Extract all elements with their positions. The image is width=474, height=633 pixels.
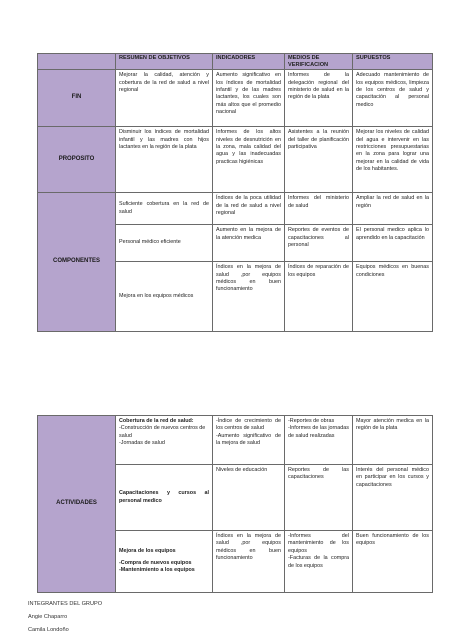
header-indicadores: INDICADORES (213, 54, 285, 70)
comp2-resumen: Personal médico eficiente (116, 225, 213, 262)
fin-medios: Informes de la delegación regional del ministerio de salud en la región de la plata (285, 70, 353, 127)
proposito-supuestos: Mejorar los niveles de calidad del agua e intervenir en las restricciones presupuestarias en la zona para lograr una mejorar en la calidad de vida de los habitantes. (353, 127, 433, 193)
comp2-supuestos: El personal medico aplica lo aprendido en la capacitación (353, 225, 433, 262)
act2-supuestos: Interés del personal médico en participar en los cursos y capacitaciones (353, 465, 433, 531)
act2-medios: Reportes de las capacitaciones (285, 465, 353, 531)
act3-medios (285, 531, 353, 593)
act1-resumen-line: -Jornadas de salud (119, 440, 165, 447)
comp3-indicadores: Índices en la mejora de salud ,por equipos médicos en buen funcionamiento (213, 262, 285, 332)
label-proposito: PROPOSITO (38, 127, 116, 193)
comp1-supuestos: Ampliar la red de salud en la región (353, 193, 433, 225)
label-fin: FIN (38, 70, 116, 127)
fin-indicadores: Aumento significativo en los índices de mortalidad infantil y de las madres lactantes, los cuales son más altos que el promedio nacional (213, 70, 285, 127)
footer-member: Camila Londoño (28, 627, 69, 633)
act3-medio-line: -Facturas de la compra de los equipos (288, 555, 349, 569)
act1-indicadores (213, 416, 285, 465)
header-resumen: RESUMEN DE OBJETIVOS (116, 54, 213, 70)
fin-supuestos: Adecuado mantenimiento de los equipos médicos, limpieza de los centros de salud y capacitación al personal medico (353, 70, 433, 127)
act2-resumen: Capacitaciones y cursos al personal medico (116, 465, 213, 531)
act1-resumen-line: -Construcción de nuevos centros de salud (119, 425, 206, 439)
act2-indicadores: Niveles de educación (213, 465, 285, 531)
act3-resumen-line: -Mantenimiento a los equipos (119, 567, 195, 574)
footer-title: INTEGRANTES DEL GRUPO (28, 601, 103, 607)
comp1-indicadores: Índices de la poca utilidad de la red de salud a nivel regional (213, 193, 285, 225)
matrix-table-top (37, 53, 433, 332)
act1-medio-line: -Reportes de obras (288, 418, 335, 424)
comp3-resumen: Mejora en los equipos médicos (116, 262, 213, 332)
comp2-medios: Reportes de eventos de capacitaciones al personal (285, 225, 353, 262)
row-proposito (38, 127, 433, 193)
header-medios: MEDIOS DE VERIFICACION (285, 54, 353, 70)
comp3-medios: Índices de reparación de los equipos (285, 262, 353, 332)
act3-supuestos: Buen funcionamiento de los equipos (353, 531, 433, 593)
comp1-resumen: Suficiente cobertura en la red de salud (116, 193, 213, 225)
row-fin (38, 70, 433, 127)
act1-medio-line: -Informes de las jornadas de salud realizadas (288, 425, 349, 439)
header-supuestos: SUPUESTOS (353, 54, 433, 70)
act1-medios (285, 416, 353, 465)
act3-resumen (116, 531, 213, 593)
act3-indicadores: Índices en la mejora de salud ,por equipos médicos en buen funcionamiento (213, 531, 285, 593)
fin-resumen: Mejorar la calidad, atención y cobertura de la red de salud a nivel regional (116, 70, 213, 127)
row-actividades-1 (38, 416, 433, 465)
act1-indicador-line: -Aumento significativo de la mejora de salud (216, 432, 281, 447)
footer-member: Angie Chaparro (28, 614, 68, 620)
header-corner-cell (38, 54, 116, 70)
act3-resumen-title: Mejora de los equipos (119, 548, 176, 555)
proposito-indicadores: Informes de los altos niveles de desnutrición en la zona, mala calidad del agua y las inadecuadas practicas higiénicas (213, 127, 285, 193)
matrix-table-actividades (37, 415, 433, 593)
proposito-medios: Asistentes a la reunión del taller de planificación participativa (285, 127, 353, 193)
comp2-indicadores: Aumento en la mejora de la atención medica (213, 225, 285, 262)
comp1-medios: Informes del ministerio de salud (285, 193, 353, 225)
proposito-resumen: Disminuir los índices de mortalidad infantil y las madres con hijos lactantes en la región de la plata (116, 127, 213, 193)
row-componentes-1 (38, 193, 433, 225)
act3-medio-line: -Informes del mantenimiento de los equipos (288, 533, 349, 554)
comp3-supuestos: Equipos médicos en buenas condiciones (353, 262, 433, 332)
act1-supuestos: Mayor atención medica en la región de la plata (353, 416, 433, 465)
act1-indicador-line: -Índice de crecimiento de los centros de salud (216, 418, 281, 432)
act3-resumen-line: -Compra de nuevos equipos (119, 559, 192, 566)
act1-resumen-title: Cobertura de la red de salud: (119, 418, 194, 424)
label-actividades: ACTIVIDADES (38, 416, 116, 593)
label-componentes: COMPONENTES (38, 193, 116, 332)
act1-resumen (116, 416, 213, 465)
